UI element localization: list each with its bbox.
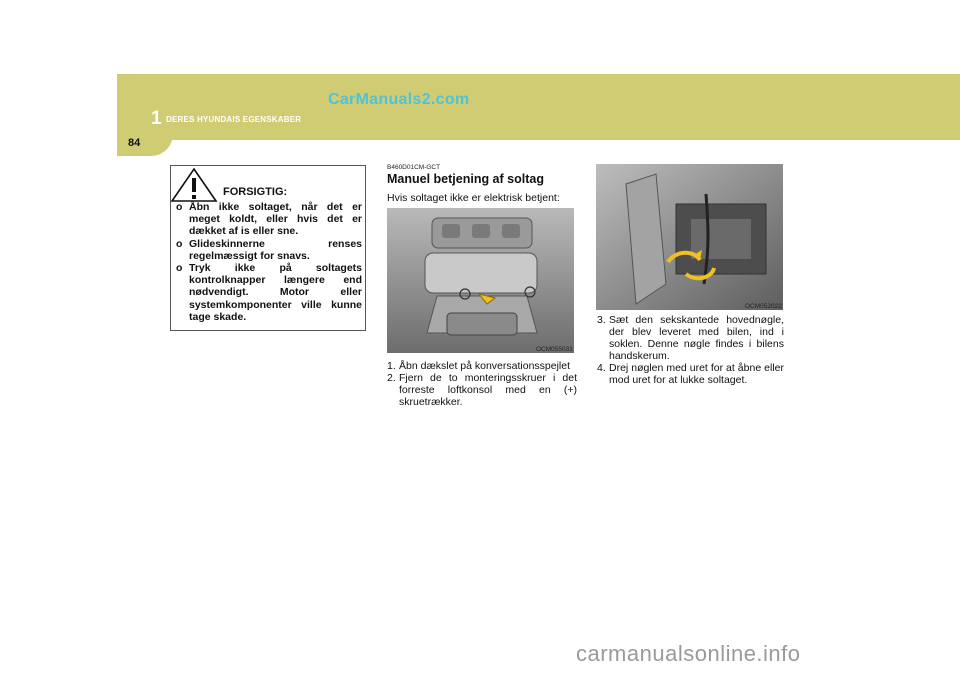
footer-watermark: carmanualsonline.info (576, 641, 801, 666)
warning-triangle-icon (170, 167, 218, 203)
section-intro: Hvis soltaget ikke er elektrisk betjent: (387, 192, 560, 204)
section-code: B460D01CM-GCT (387, 164, 441, 171)
chapter-title: DERES HYUNDAIS EGENSKABER (166, 115, 302, 124)
list-item: 2. Fjern de to monteringsskruer i det forreste loftkonsol med en (+) skruetrækker. (387, 372, 577, 408)
key-socket-illustration (596, 164, 783, 310)
figure-code: OCM055031 (536, 346, 573, 353)
key-socket-photo (596, 164, 783, 310)
warning-list (176, 201, 362, 323)
header-band (117, 74, 960, 140)
list-item: 1. Åbn dækslet på konversationsspejlet (387, 360, 571, 372)
list-item: o Åbn ikke soltaget, når det er meget koldt, eller hvis det er dækket af is eller sne. (176, 201, 362, 238)
list-item: o Glideskinnerne renses regelmæssigt for snavs. (176, 237, 362, 262)
overhead-console-illustration (387, 208, 574, 353)
list-item: 3. Sæt den sekskantede hovednøgle, der blev leveret med bilen, ind i soklen. Denne nøgle findes i bilens handskerum. (597, 314, 784, 362)
figure-code: OCM052022 (745, 303, 782, 310)
steps-list-right (597, 314, 784, 386)
list-item: o Tryk ikke på soltagets kontrolknapper længere end nødvendigt. Motor eller systemkomponenter ville kunne tage skade. (176, 262, 362, 323)
page-number-tab (117, 134, 173, 156)
overhead-console-photo (387, 208, 574, 353)
list-item: 4. Drej nøglen med uret for at åbne eller mod uret for at lukke soltaget. (597, 362, 784, 386)
watermark-link[interactable]: CarManuals2.com (328, 91, 470, 108)
section-title: Manuel betjening af soltag (387, 172, 544, 186)
warning-title: FORSIGTIG: (223, 186, 288, 198)
chapter-number: 1 (151, 108, 162, 129)
page-number: 84 (128, 137, 141, 149)
steps-list-left (387, 360, 577, 408)
